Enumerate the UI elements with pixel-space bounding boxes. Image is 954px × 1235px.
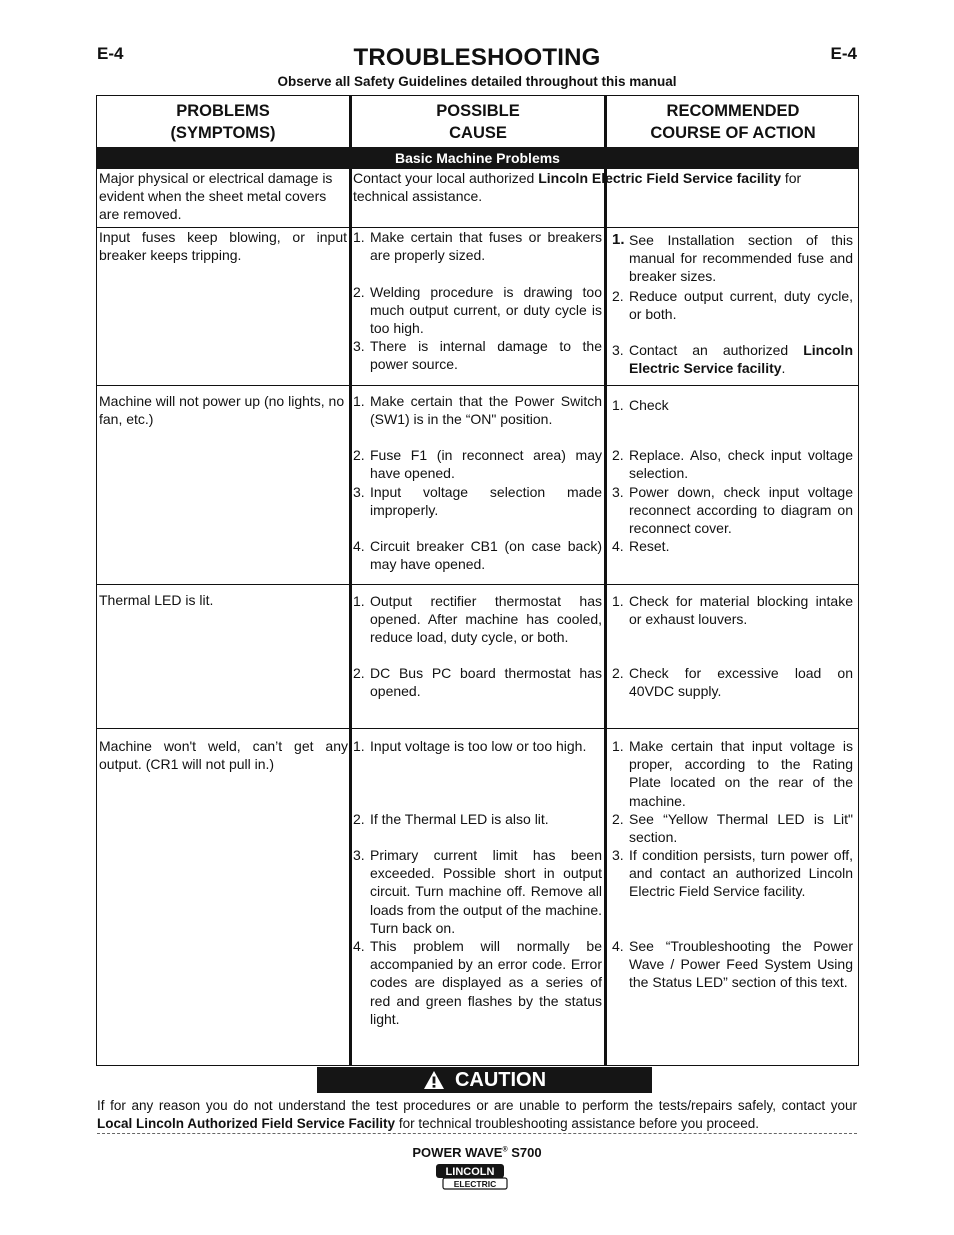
column-divider [604, 96, 607, 1065]
action-item: 3. Power down, check input voltage reconnect according to diagram on reconnect cover. [612, 484, 853, 537]
action-item: 3. If condition persists, turn power off, and contact an authorized Lincoln Electric Field Service facility. [612, 847, 853, 900]
action-major-damage: Contact your local authorized Lincoln Electric Field Service facility for technical assistance. [353, 170, 802, 205]
problem-input-fuses: Input fuses keep blowing, or input breaker keeps tripping. [99, 229, 347, 264]
header-possible-cause: POSSIBLE CAUSE [436, 101, 520, 142]
cause-item: 3. Input voltage selection made improperly. [353, 484, 602, 519]
section-title: Basic Machine Problems [96, 147, 859, 169]
cause-item: 1. Input voltage is too low or too high. [353, 738, 587, 754]
cause-item: 1. Output rectifier thermostat has opened. After machine has cooled, reduce load, duty cycle, or both. [353, 593, 602, 646]
cause-item: 4. Circuit breaker CB1 (on case back) may have opened. [353, 538, 602, 573]
caution-label: CAUTION [454, 1068, 547, 1091]
action-item: 4. See “Troubleshooting the Power Wave / Power Feed System Using the Status LED” section of this text. [612, 938, 853, 991]
problem-thermal-led: Thermal LED is lit. [99, 592, 214, 608]
action-item: 3. Contact an authorized Lincoln Electric Service facility. [612, 342, 853, 377]
action-item: 2. Reduce output current, duty cycle, or both. [612, 288, 853, 323]
action-item: 1. See Installation section of this manual for recommended fuse and breaker sizes. [612, 231, 853, 285]
cause-item: 2. DC Bus PC board thermostat has opened. [353, 665, 602, 700]
cause-item: 1. Make certain that the Power Switch (SW1) is in the “ON" position. [353, 393, 602, 428]
row-divider [97, 584, 859, 585]
caution-text: If for any reason you do not understand the test procedures or are unable to perform the tests/repairs safely, contact your Local Lincoln Authorized Field Service Facility for technical troubleshooting assistance before you proceed. [97, 1098, 857, 1131]
page-number-left: E-4 [97, 44, 124, 63]
svg-text:ELECTRIC: ELECTRIC [453, 1179, 497, 1189]
cause-item: 4. This problem will normally be accompanied by an error code. Error codes are displayed as a series of red and green flashes by the status light. [353, 938, 602, 1027]
warning-icon [423, 1070, 445, 1090]
header-recommended-action: RECOMMENDED COURSE OF ACTION [650, 101, 816, 142]
svg-text:LINCOLN: LINCOLN [445, 1166, 495, 1178]
safety-note: Observe all Safety Guidelines detailed throughout this manual [277, 74, 677, 89]
cause-item: 2. Welding procedure is drawing too much output current, or duty cycle is too high. [353, 284, 602, 337]
action-item: 2. Replace. Also, check input voltage selection. [612, 447, 853, 482]
cause-item: 2. If the Thermal LED is also lit. [353, 811, 549, 827]
action-item: 1. Check [612, 397, 669, 413]
action-item: 4. Reset. [612, 538, 670, 554]
footer-divider [97, 1133, 857, 1134]
problem-no-power: Machine will not power up (no lights, no fan, etc.) [99, 393, 345, 428]
caution-banner [317, 1067, 652, 1093]
product-name: POWER WAVE® S700 [412, 1145, 542, 1160]
page-title: TROUBLESHOOTING [353, 44, 601, 71]
lincoln-electric-logo [435, 1163, 509, 1190]
cause-item: 2. Fuse F1 (in reconnect area) may have opened. [353, 447, 602, 482]
action-item: 1. Make certain that input voltage is proper, according to the Rating Plate located on the rear of the machine. [612, 738, 853, 809]
troubleshooting-table [96, 95, 859, 1066]
cause-item: 3. Primary current limit has been exceeded. Possible short in output circuit. Turn machine off. Remove all loads from the output of the machine. Turn back on. [353, 847, 602, 936]
header-problems: PROBLEMS (SYMPTOMS) [170, 101, 276, 142]
column-divider [349, 96, 352, 1065]
problem-major-damage: Major physical or electrical damage is evident when the sheet metal covers are removed. [99, 170, 333, 223]
row-divider [97, 385, 859, 386]
page-number-right: E-4 [830, 44, 857, 63]
row-divider [97, 728, 859, 729]
action-item: 2. See “Yellow Thermal LED is Lit" section. [612, 811, 853, 846]
problem-no-weld: Machine won't weld, can’t get any output. (CR1 will not pull in.) [99, 738, 348, 773]
action-item: 2. Check for excessive load on 40VDC supply. [612, 665, 853, 700]
cause-item: 3. There is internal damage to the power source. [353, 338, 602, 373]
action-item: 1. Check for material blocking intake or exhaust louvers. [612, 593, 853, 628]
cause-item: 1. Make certain that fuses or breakers are properly sized. [353, 229, 602, 264]
